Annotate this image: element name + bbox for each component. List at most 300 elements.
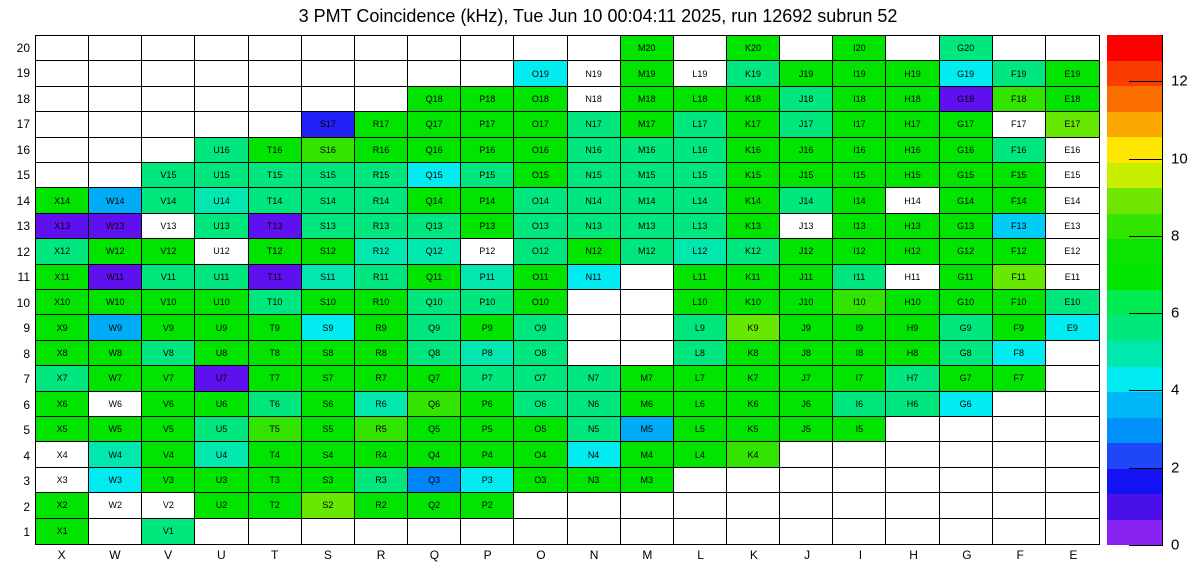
cell-K10: K10 [727,290,780,315]
col-label: V [164,548,173,562]
cell-S5: S5 [302,417,355,442]
cell-M18: M18 [621,87,674,112]
colorbar-band [1107,163,1162,189]
cell-M16: M16 [621,138,674,163]
cell-E18: E18 [1046,87,1099,112]
cell-K5: K5 [727,417,780,442]
cell-empty [993,36,1046,61]
cell-T16: T16 [249,138,302,163]
cell-empty [195,61,248,86]
cell-W2: W2 [89,493,142,518]
cell-T4: T4 [249,442,302,467]
row-label: 14 [16,193,30,208]
cell-G7: G7 [940,366,993,391]
cell-M15: M15 [621,163,674,188]
cell-S4: S4 [302,442,355,467]
row-label: 2 [23,499,30,514]
cell-K18: K18 [727,87,780,112]
cell-M5: M5 [621,417,674,442]
colorbar-tick-label: 2 [1171,459,1180,477]
cell-empty [568,315,621,340]
cell-M17: M17 [621,112,674,137]
colorbar-band [1107,367,1162,393]
cell-O7: O7 [514,366,567,391]
cell-empty [249,61,302,86]
cell-L7: L7 [674,366,727,391]
cell-X10: X10 [36,290,89,315]
cell-empty [940,468,993,493]
cell-N5: N5 [568,417,621,442]
cell-Q9: Q9 [408,315,461,340]
cell-empty [142,61,195,86]
cell-empty [89,36,142,61]
cell-R4: R4 [355,442,408,467]
cell-F7: F7 [993,366,1046,391]
cell-G13: G13 [940,214,993,239]
cell-empty [833,442,886,467]
cell-E12: E12 [1046,239,1099,264]
cell-J15: J15 [780,163,833,188]
cell-H10: H10 [886,290,939,315]
cell-empty [940,417,993,442]
cell-O16: O16 [514,138,567,163]
cell-I11: I11 [833,265,886,290]
cell-Q11: Q11 [408,265,461,290]
cell-empty [886,417,939,442]
cell-K6: K6 [727,392,780,417]
cell-empty [568,36,621,61]
cell-empty [142,138,195,163]
cell-I9: I9 [833,315,886,340]
cell-P15: P15 [461,163,514,188]
cell-H14: H14 [886,188,939,213]
cell-W3: W3 [89,468,142,493]
cell-K12: K12 [727,239,780,264]
cell-P14: P14 [461,188,514,213]
cell-G18: G18 [940,87,993,112]
cell-empty [1046,341,1099,366]
cell-S13: S13 [302,214,355,239]
cell-J14: J14 [780,188,833,213]
cell-N4: N4 [568,442,621,467]
cell-empty [780,519,833,544]
row-label: 10 [16,295,30,310]
cell-S14: S14 [302,188,355,213]
col-label: U [217,548,226,562]
cell-O11: O11 [514,265,567,290]
cell-empty [302,519,355,544]
cell-K14: K14 [727,188,780,213]
cell-W12: W12 [89,239,142,264]
cell-R7: R7 [355,366,408,391]
cell-F19: F19 [993,61,1046,86]
cell-X3: X3 [36,468,89,493]
cell-R9: R9 [355,315,408,340]
cell-K7: K7 [727,366,780,391]
cell-M19: M19 [621,61,674,86]
colorbar-band [1107,443,1162,469]
cell-I14: I14 [833,188,886,213]
cell-E14: E14 [1046,188,1099,213]
cell-empty [408,61,461,86]
cell-U14: U14 [195,188,248,213]
cell-U15: U15 [195,163,248,188]
cell-empty [1046,417,1099,442]
cell-L16: L16 [674,138,727,163]
colorbar-band [1107,239,1162,265]
colorbar-band [1107,392,1162,418]
cell-S17: S17 [302,112,355,137]
cell-R3: R3 [355,468,408,493]
cell-empty [302,36,355,61]
cell-empty [993,468,1046,493]
cell-W4: W4 [89,442,142,467]
cell-empty [940,442,993,467]
cell-S16: S16 [302,138,355,163]
cell-H9: H9 [886,315,939,340]
cell-N12: N12 [568,239,621,264]
cell-X5: X5 [36,417,89,442]
cell-K17: K17 [727,112,780,137]
cell-O6: O6 [514,392,567,417]
cell-W14: W14 [89,188,142,213]
cell-E15: E15 [1046,163,1099,188]
col-label: H [909,548,918,562]
cell-R16: R16 [355,138,408,163]
cell-Q4: Q4 [408,442,461,467]
cell-T9: T9 [249,315,302,340]
cell-S3: S3 [302,468,355,493]
cell-empty [195,112,248,137]
colorbar-band [1107,316,1162,342]
cell-F15: F15 [993,163,1046,188]
colorbar-band [1107,214,1162,240]
cell-F10: F10 [993,290,1046,315]
cell-E17: E17 [1046,112,1099,137]
cell-empty [514,36,567,61]
cell-W10: W10 [89,290,142,315]
cell-empty [833,468,886,493]
row-label: 18 [16,91,30,106]
chart-title: 3 PMT Coincidence (kHz), Tue Jun 10 00:04:11 2025, run 12692 subrun 52 [298,6,898,26]
cell-J18: J18 [780,87,833,112]
cell-Q18: Q18 [408,87,461,112]
cell-X7: X7 [36,366,89,391]
cell-empty [886,36,939,61]
cell-empty [514,493,567,518]
colorbar-tick-label: 6 [1171,304,1180,322]
cell-empty [727,519,780,544]
cell-O17: O17 [514,112,567,137]
cell-T5: T5 [249,417,302,442]
row-label: 6 [23,397,30,412]
cell-empty [621,493,674,518]
cell-empty [886,442,939,467]
cell-empty [461,519,514,544]
cell-N3: N3 [568,468,621,493]
cell-empty [89,138,142,163]
cell-L15: L15 [674,163,727,188]
cell-M4: M4 [621,442,674,467]
col-label: P [483,548,492,562]
cell-empty [36,163,89,188]
cell-F17: F17 [993,112,1046,137]
cell-empty [940,493,993,518]
cell-V6: V6 [142,392,195,417]
cell-empty [249,112,302,137]
cell-N6: N6 [568,392,621,417]
cell-empty [674,493,727,518]
cell-G15: G15 [940,163,993,188]
cell-W8: W8 [89,341,142,366]
cell-empty [1046,519,1099,544]
cell-empty [780,468,833,493]
cell-empty [195,519,248,544]
cell-R11: R11 [355,265,408,290]
cell-P7: P7 [461,366,514,391]
col-label: F [1016,548,1024,562]
cell-H15: H15 [886,163,939,188]
cell-empty [89,112,142,137]
cell-W11: W11 [89,265,142,290]
cell-I7: I7 [833,366,886,391]
cell-G8: G8 [940,341,993,366]
col-label: W [109,548,121,562]
cell-J19: J19 [780,61,833,86]
cell-L9: L9 [674,315,727,340]
cell-R6: R6 [355,392,408,417]
cell-empty [674,519,727,544]
cell-L5: L5 [674,417,727,442]
cell-empty [993,417,1046,442]
cell-N19: N19 [568,61,621,86]
cell-P18: P18 [461,87,514,112]
cell-empty [1046,442,1099,467]
cell-L4: L4 [674,442,727,467]
cell-W5: W5 [89,417,142,442]
cell-Q8: Q8 [408,341,461,366]
cell-empty [674,36,727,61]
cell-empty [89,61,142,86]
cell-G10: G10 [940,290,993,315]
cell-Q2: Q2 [408,493,461,518]
cell-I18: I18 [833,87,886,112]
cell-T15: T15 [249,163,302,188]
cell-N11: N11 [568,265,621,290]
cell-empty [780,442,833,467]
cell-K8: K8 [727,341,780,366]
cell-empty [621,519,674,544]
cell-V2: V2 [142,493,195,518]
cell-empty [780,493,833,518]
cell-G19: G19 [940,61,993,86]
cell-H6: H6 [886,392,939,417]
colorbar-tick-label: 10 [1171,150,1188,168]
cell-G14: G14 [940,188,993,213]
cell-empty [1046,493,1099,518]
col-label: J [804,548,811,562]
cell-E11: E11 [1046,265,1099,290]
cell-O13: O13 [514,214,567,239]
cell-E13: E13 [1046,214,1099,239]
cell-S15: S15 [302,163,355,188]
cell-P5: P5 [461,417,514,442]
cell-R10: R10 [355,290,408,315]
cell-M3: M3 [621,468,674,493]
cell-empty [89,163,142,188]
row-label: 5 [23,423,30,438]
col-label: S [323,548,332,562]
cell-L8: L8 [674,341,727,366]
cell-U4: U4 [195,442,248,467]
cell-T11: T11 [249,265,302,290]
cell-X6: X6 [36,392,89,417]
cell-empty [36,138,89,163]
cell-empty [621,341,674,366]
row-label: 13 [16,219,30,234]
cell-F12: F12 [993,239,1046,264]
cell-L13: L13 [674,214,727,239]
col-label: X [57,548,66,562]
cell-empty [36,61,89,86]
cell-O19: O19 [514,61,567,86]
cell-U9: U9 [195,315,248,340]
cell-F9: F9 [993,315,1046,340]
cell-I6: I6 [833,392,886,417]
cell-M12: M12 [621,239,674,264]
colorbar-band [1107,265,1162,291]
cell-O4: O4 [514,442,567,467]
cell-empty [36,87,89,112]
cell-T3: T3 [249,468,302,493]
cell-V8: V8 [142,341,195,366]
cell-P11: P11 [461,265,514,290]
cell-N14: N14 [568,188,621,213]
cell-I20: I20 [833,36,886,61]
cell-L10: L10 [674,290,727,315]
cell-N15: N15 [568,163,621,188]
cell-R17: R17 [355,112,408,137]
col-label: N [589,548,599,562]
cell-S6: S6 [302,392,355,417]
cell-empty [568,290,621,315]
cell-P10: P10 [461,290,514,315]
colorbar [1107,35,1163,545]
cell-empty [993,493,1046,518]
colorbar-tick-line [1129,545,1163,546]
cell-S8: S8 [302,341,355,366]
row-label: 16 [16,142,30,157]
cell-F16: F16 [993,138,1046,163]
cell-P12: P12 [461,239,514,264]
cell-X4: X4 [36,442,89,467]
cell-J17: J17 [780,112,833,137]
cell-S9: S9 [302,315,355,340]
cell-V4: V4 [142,442,195,467]
cell-V9: V9 [142,315,195,340]
colorbar-band [1107,137,1162,163]
cell-J12: J12 [780,239,833,264]
cell-T12: T12 [249,239,302,264]
cell-X14: X14 [36,188,89,213]
cell-empty [461,61,514,86]
cell-X9: X9 [36,315,89,340]
cell-empty [355,61,408,86]
cell-T2: T2 [249,493,302,518]
cell-F8: F8 [993,341,1046,366]
cell-U7: U7 [195,366,248,391]
x-axis-column-labels [35,548,1100,566]
colorbar-tick-label: 0 [1171,536,1180,554]
row-label: 19 [16,66,30,81]
cell-empty [940,519,993,544]
cell-empty [355,519,408,544]
y-axis-row-labels [0,35,30,545]
cell-V7: V7 [142,366,195,391]
cell-Q16: Q16 [408,138,461,163]
colorbar-band [1107,290,1162,316]
cell-O15: O15 [514,163,567,188]
cell-I15: I15 [833,163,886,188]
cell-empty [993,519,1046,544]
cell-V1: V1 [142,519,195,544]
cell-J6: J6 [780,392,833,417]
cell-P13: P13 [461,214,514,239]
cell-H12: H12 [886,239,939,264]
cell-L18: L18 [674,87,727,112]
cell-R8: R8 [355,341,408,366]
colorbar-band [1107,520,1162,546]
cell-V11: V11 [142,265,195,290]
cell-H11: H11 [886,265,939,290]
cell-Q15: Q15 [408,163,461,188]
cell-M7: M7 [621,366,674,391]
cell-O18: O18 [514,87,567,112]
cell-W9: W9 [89,315,142,340]
cell-empty [621,315,674,340]
cell-R15: R15 [355,163,408,188]
cell-R13: R13 [355,214,408,239]
cell-empty [355,36,408,61]
cell-empty [355,87,408,112]
row-label: 15 [16,168,30,183]
cell-X8: X8 [36,341,89,366]
cell-empty [249,87,302,112]
cell-empty [302,61,355,86]
cell-empty [142,112,195,137]
cell-I16: I16 [833,138,886,163]
cell-H17: H17 [886,112,939,137]
cell-empty [993,392,1046,417]
cell-empty [195,36,248,61]
cell-Q12: Q12 [408,239,461,264]
cell-K19: K19 [727,61,780,86]
cell-empty [89,87,142,112]
colorbar-band [1107,188,1162,214]
cell-N16: N16 [568,138,621,163]
cell-J5: J5 [780,417,833,442]
cell-V3: V3 [142,468,195,493]
cell-empty [1046,468,1099,493]
cell-Q3: Q3 [408,468,461,493]
col-label: I [858,548,863,562]
cell-U3: U3 [195,468,248,493]
cell-U2: U2 [195,493,248,518]
colorbar-band [1107,469,1162,495]
cell-L12: L12 [674,239,727,264]
cell-G11: G11 [940,265,993,290]
cell-I8: I8 [833,341,886,366]
